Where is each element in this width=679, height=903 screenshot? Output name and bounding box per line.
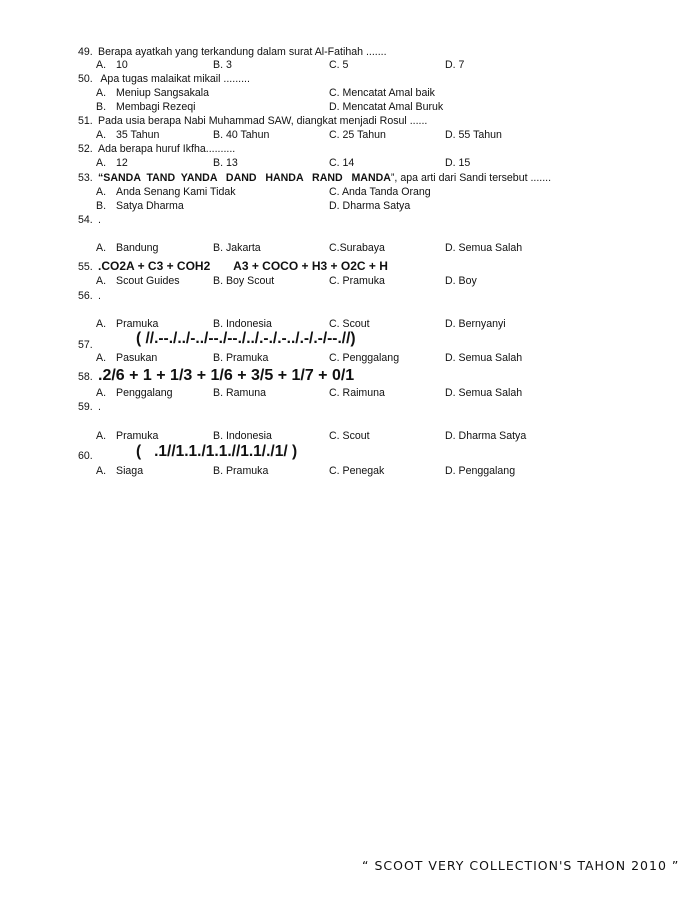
option-a: 12 (116, 157, 128, 169)
question-number: 52. (78, 143, 93, 155)
option-label: A. (96, 129, 107, 141)
option-d: D. Semua Salah (445, 387, 523, 399)
options-57 (96, 352, 576, 365)
option-a: Bandung (116, 242, 159, 254)
option-c: C. Penggalang (329, 352, 400, 364)
question-text: .CO2A + C3 + COH2 A3 + COCO + H3 + O2C + H (98, 259, 388, 273)
question-text: . (98, 290, 101, 302)
question-number: 51. (78, 115, 93, 127)
page-footer: “ SCOOT VERY COLLECTION'S TAHON 2010 ” (362, 858, 679, 873)
options-60 (96, 465, 576, 478)
option-b: B. 3 (213, 59, 232, 71)
option-label: A. (96, 242, 107, 254)
option-c: C. Anda Tanda Orang (329, 186, 431, 198)
option-d: D. Bernyanyi (445, 318, 506, 330)
question-58 (78, 366, 354, 387)
option-b: B. Ramuna (213, 387, 266, 399)
option-label: A. (96, 275, 107, 287)
question-text-bold: “SANDA TAND YANDA DAND HANDA RAND MANDA (98, 172, 391, 184)
option-c: C.Surabaya (329, 242, 385, 254)
option-a: Penggalang (116, 387, 173, 399)
option-label: A. (96, 87, 107, 99)
question-number: 59. (78, 401, 93, 413)
question-53 (78, 172, 551, 185)
option-d: D. 7 (445, 59, 465, 71)
option-label: A. (96, 318, 107, 330)
question-number: 50. (78, 73, 93, 85)
option-label: B. (96, 101, 107, 113)
option-b: Membagi Rezeqi (116, 101, 196, 113)
option-c: C. Scout (329, 430, 370, 442)
options-49 (96, 59, 576, 72)
question-text: ”, apa arti dari Sandi tersebut ....... (390, 172, 552, 184)
options-51 (96, 129, 576, 142)
option-c: C. 14 (329, 157, 355, 169)
option-d: D. Mencatat Amal Buruk (329, 101, 444, 113)
option-label: A. (96, 387, 107, 399)
option-d: D. 55 Tahun (445, 129, 502, 141)
option-b: Satya Dharma (116, 200, 184, 212)
option-d: D. Boy (445, 275, 477, 287)
option-c: C. 5 (329, 59, 349, 71)
option-label: A. (96, 59, 107, 71)
option-a: Pramuka (116, 430, 159, 442)
option-c: C. Penegak (329, 465, 385, 477)
question-number: 60. (78, 450, 93, 462)
question-54 (78, 214, 101, 227)
options-50-row2 (96, 101, 576, 114)
question-number: 57. (78, 339, 93, 351)
question-text: . (98, 214, 101, 226)
options-54 (96, 242, 576, 255)
option-b: B. Boy Scout (213, 275, 275, 287)
option-label: A. (96, 430, 107, 442)
options-53-row2 (96, 200, 576, 213)
option-d: D. Semua Salah (445, 242, 523, 254)
question-59 (78, 401, 101, 414)
options-52 (96, 157, 576, 170)
question-51 (78, 115, 427, 128)
question-number: 55. (78, 261, 93, 273)
option-label: B. (96, 200, 107, 212)
options-59 (96, 430, 576, 443)
option-b: B. 40 Tahun (213, 129, 270, 141)
option-b: B. Indonesia (213, 430, 272, 442)
question-text: Apa tugas malaikat mikail ......... (98, 73, 250, 85)
question-text: .2/6 + 1 + 1/3 + 1/6 + 3/5 + 1/7 + 0/1 (98, 367, 355, 384)
options-50-row1 (96, 87, 576, 100)
question-55 (78, 260, 388, 274)
option-c: C. Pramuka (329, 275, 385, 287)
options-53-row1 (96, 186, 576, 199)
option-d: D. Penggalang (445, 465, 516, 477)
option-a: 10 (116, 59, 128, 71)
options-58 (96, 387, 576, 400)
question-52 (78, 143, 235, 156)
question-text: Pada usia berapa Nabi Muhammad SAW, diangkat menjadi Rosul ...... (98, 115, 428, 127)
options-55 (96, 275, 576, 288)
option-label: A. (96, 352, 107, 364)
option-c: C. Raimuna (329, 387, 385, 399)
option-c: C. 25 Tahun (329, 129, 386, 141)
option-d: D. Dharma Satya (445, 430, 527, 442)
question-number: 54. (78, 214, 93, 226)
question-text: ( //.--./../-../--./--./../.-./.-../.-/.-/--.//) (136, 330, 356, 347)
question-number: 49. (78, 46, 93, 58)
option-label: A. (96, 157, 107, 169)
option-label: A. (96, 186, 107, 198)
option-d: D. Dharma Satya (329, 200, 411, 212)
question-60 (78, 443, 298, 466)
question-text: . (98, 401, 101, 413)
option-a: Siaga (116, 465, 144, 477)
option-a: Anda Senang Kami Tidak (116, 186, 236, 198)
option-b: B. Pramuka (213, 352, 269, 364)
option-c: C. Scout (329, 318, 370, 330)
question-49 (78, 46, 387, 59)
question-number: 58. (78, 371, 93, 383)
option-c: C. Mencatat Amal baik (329, 87, 435, 99)
option-label: A. (96, 465, 107, 477)
option-a: 35 Tahun (116, 129, 160, 141)
option-d: D. Semua Salah (445, 352, 523, 364)
question-number: 53. (78, 172, 93, 184)
option-b: B. Pramuka (213, 465, 269, 477)
option-a: Pramuka (116, 318, 159, 330)
question-text: Berapa ayatkah yang terkandung dalam surat Al-Fatihah ....... (98, 46, 387, 58)
option-a: Meniup Sangsakala (116, 87, 210, 99)
option-a: Pasukan (116, 352, 158, 364)
option-a: Scout Guides (116, 275, 180, 287)
option-b: B. Jakarta (213, 242, 261, 254)
option-b: B. Indonesia (213, 318, 272, 330)
question-56 (78, 290, 101, 303)
option-b: B. 13 (213, 157, 238, 169)
option-d: D. 15 (445, 157, 471, 169)
question-number: 56. (78, 290, 93, 302)
question-text: Ada berapa huruf Ikfha.......... (98, 143, 236, 155)
question-text: ( .1//1.1./1.1.//1.1/./1/ ) (136, 443, 298, 460)
question-50 (78, 73, 250, 86)
